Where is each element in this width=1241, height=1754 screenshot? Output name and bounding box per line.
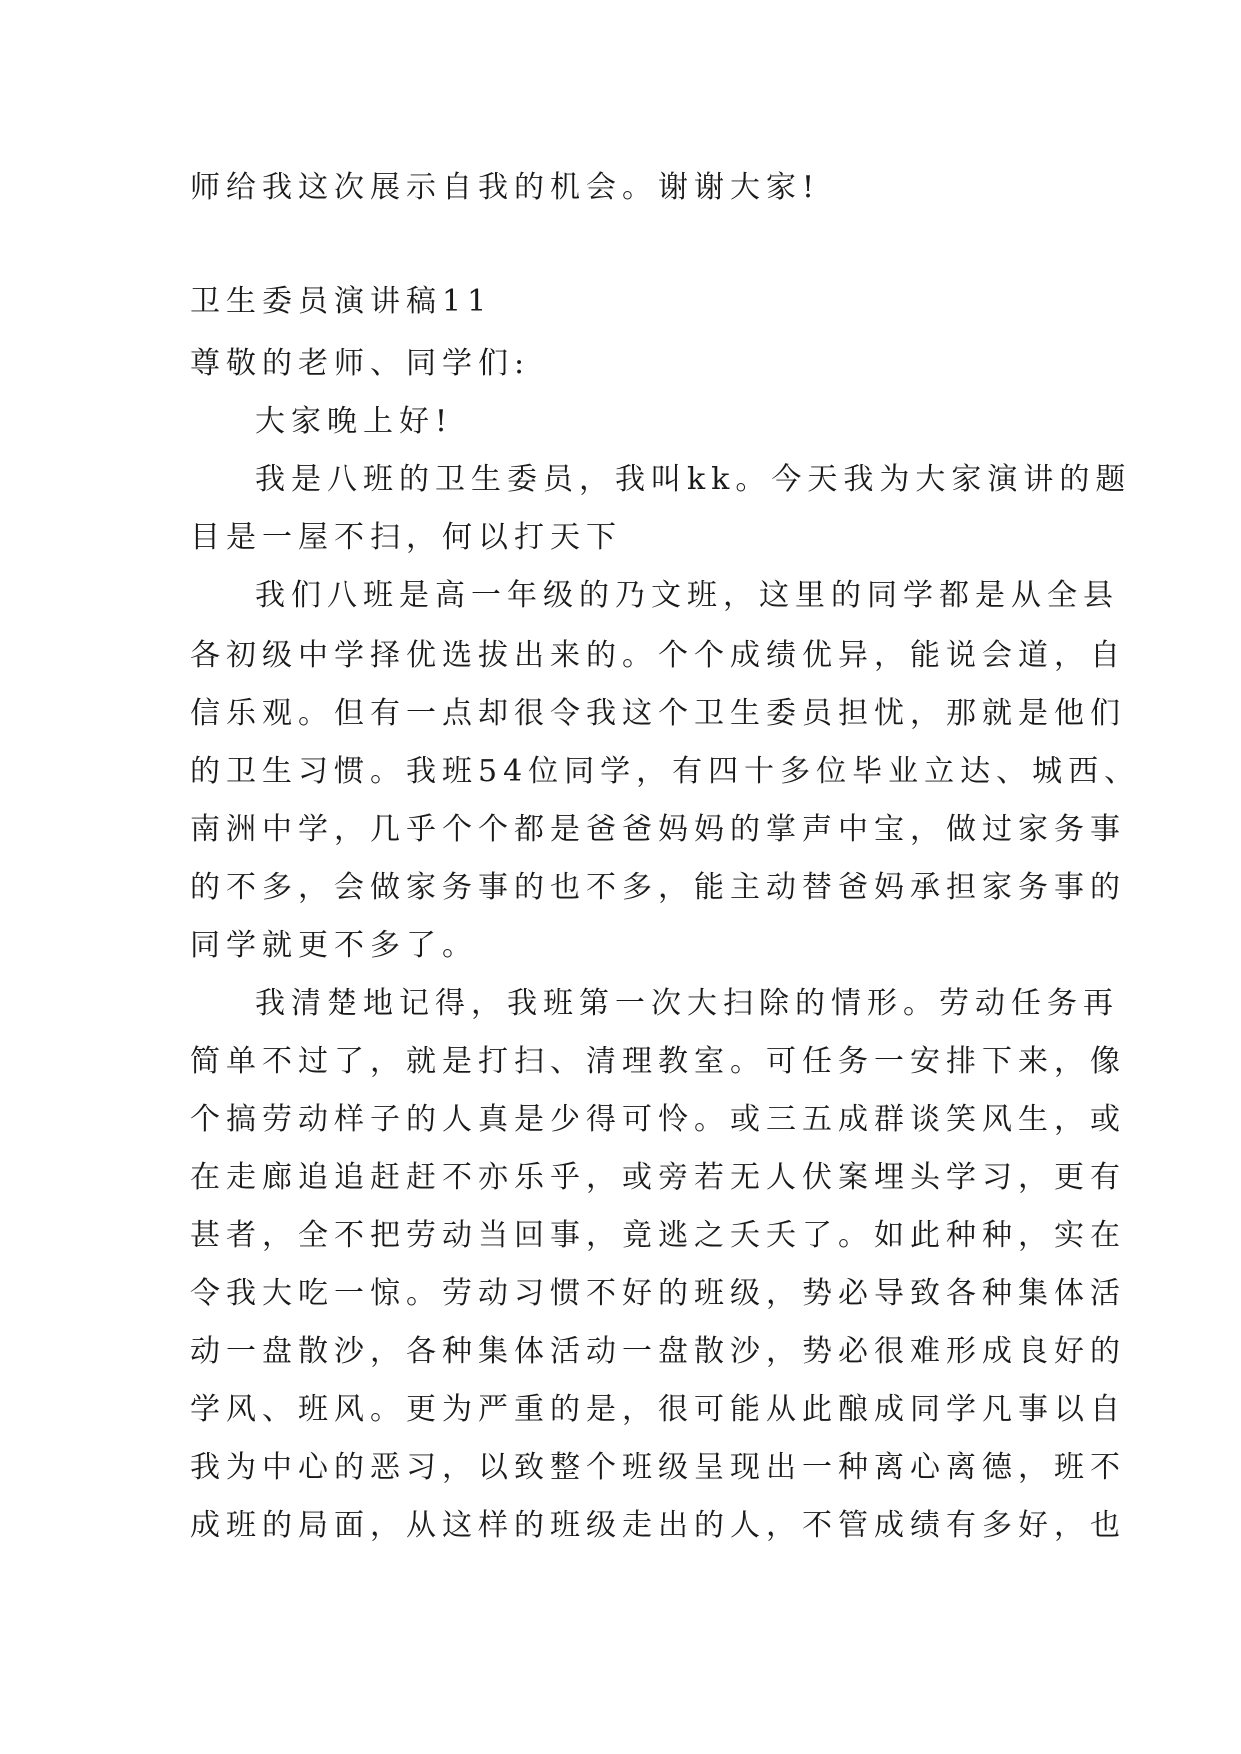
paragraph-3-line-3: 个搞劳动样子的人真是少得可怜。或三五成群谈笑风生，或 [190, 1102, 1126, 1137]
paragraph-2-line-3: 信乐观。但有一点却很令我这个卫生委员担忧，那就是他们 [190, 696, 1126, 731]
paragraph-3-line-8: 学风、班风。更为严重的是，很可能从此酿成同学凡事以自 [190, 1392, 1126, 1427]
paragraph-3-line-1: 我清楚地记得，我班第一次大扫除的情形。劳动任务再 [255, 986, 1119, 1021]
paragraph-2-line-4: 的卫生习惯。我班54位同学，有四十多位毕业立达、城西、 [190, 754, 1141, 789]
paragraph-2-line-6: 的不多，会做家务事的也不多，能主动替爸妈承担家务事的 [190, 870, 1126, 905]
continuation-line: 师给我这次展示自我的机会。谢谢大家! [190, 170, 821, 205]
salutation: 尊敬的老师、同学们: [190, 346, 531, 381]
paragraph-2-line-5: 南洲中学，几乎个个都是爸爸妈妈的掌声中宝，做过家务事 [190, 812, 1126, 847]
paragraph-2-line-7: 同学就更不多了。 [190, 928, 478, 963]
paragraph-3-line-6: 令我大吃一惊。劳动习惯不好的班级，势必导致各种集体活 [190, 1276, 1126, 1311]
paragraph-2-line-2: 各初级中学择优选拔出来的。个个成绩优异，能说会道，自 [190, 638, 1126, 673]
paragraph-3-line-4: 在走廊追追赶赶不亦乐乎，或旁若无人伏案埋头学习，更有 [190, 1160, 1126, 1195]
paragraph-2-line-1: 我们八班是高一年级的乃文班，这里的同学都是从全县 [255, 578, 1119, 613]
paragraph-3-line-9: 我为中心的恶习，以致整个班级呈现出一种离心离德，班不 [190, 1450, 1126, 1485]
greeting: 大家晚上好! [255, 404, 454, 439]
section-title: 卫生委员演讲稿11 [190, 284, 493, 319]
paragraph-1-line-2: 目是一屋不扫，何以打天下 [190, 520, 622, 555]
paragraph-3-line-10: 成班的局面，从这样的班级走出的人，不管成绩有多好，也 [190, 1508, 1126, 1543]
paragraph-3-line-5: 甚者，全不把劳动当回事，竟逃之夭夭了。如此种种，实在 [190, 1218, 1126, 1253]
paragraph-3-line-7: 动一盘散沙，各种集体活动一盘散沙，势必很难形成良好的 [190, 1334, 1126, 1369]
paragraph-3-line-2: 简单不过了，就是打扫、清理教室。可任务一安排下来，像 [190, 1044, 1126, 1079]
paragraph-1-line-1: 我是八班的卫生委员，我叫kk。今天我为大家演讲的题 [255, 462, 1132, 497]
